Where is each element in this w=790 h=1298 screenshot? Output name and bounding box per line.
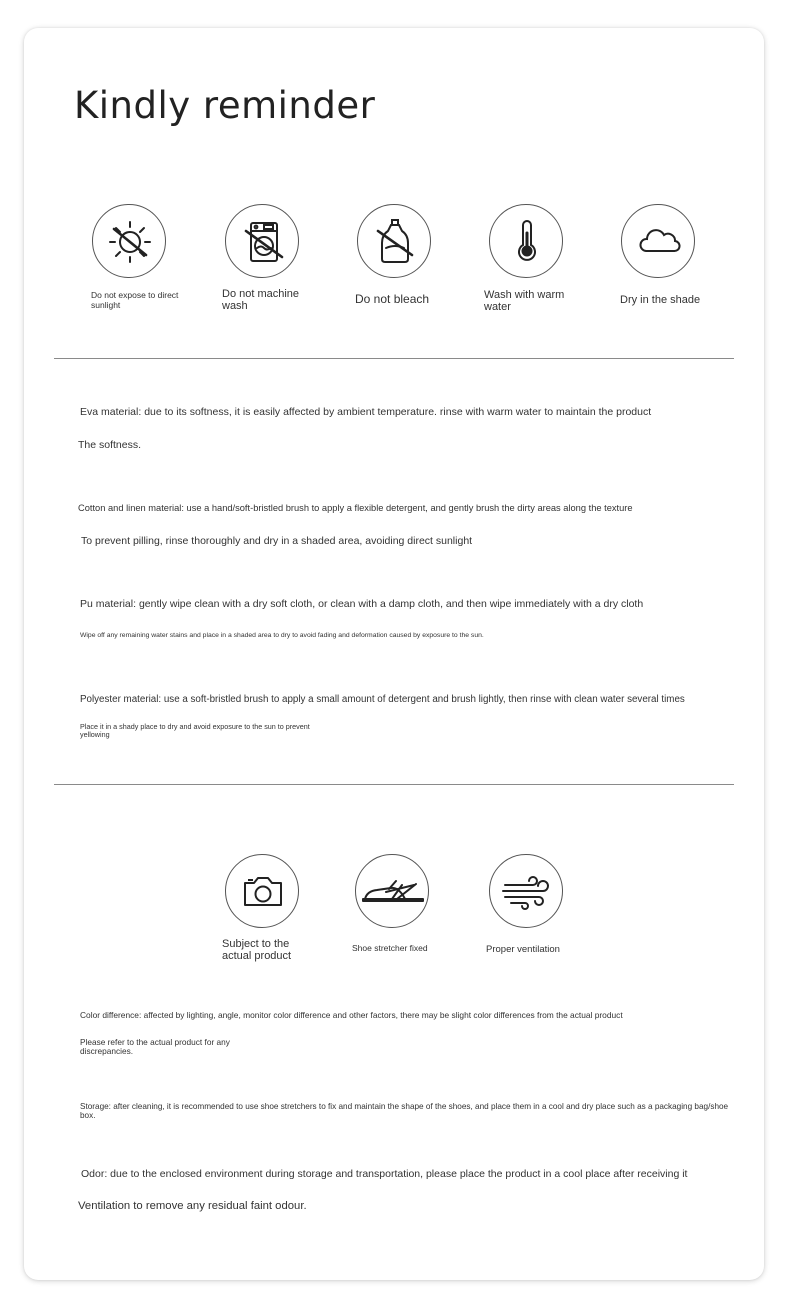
- notice-label-stretcher: Shoe stretcher fixed: [352, 943, 428, 953]
- pu-text-2: Wipe off any remaining water stains and place in a shaded area to dry to avoid fading and deformation caused by exposure to the sun.: [80, 632, 484, 639]
- no-sunlight-icon: [92, 204, 166, 278]
- divider: [54, 358, 734, 359]
- cotton-text-1: Cotton and linen material: use a hand/soft-bristled brush to apply a flexible detergent, and gently brush the dirty areas along the texture: [78, 503, 633, 513]
- care-label-warm-water: Wash with warm water: [484, 289, 565, 314]
- eva-text-2: The softness.: [78, 439, 142, 451]
- odor-text-1: Odor: due to the enclosed environment during storage and transportation, please place the product in a cool place after receiving it: [81, 1168, 688, 1180]
- care-label-sunlight: Do not expose to direct sunlight: [91, 290, 179, 310]
- page-title: Kindly reminder: [74, 84, 376, 127]
- cloud-icon: [621, 204, 695, 278]
- notice-label-ventilation: Proper ventilation: [486, 944, 560, 955]
- shoe-stretcher-icon: [355, 854, 429, 928]
- polyester-text-2: Place it in a shady place to dry and avoid exposure to the sun to prevent yellowing: [80, 722, 310, 739]
- storage-text: Storage: after cleaning, it is recommended to use shoe stretchers to fix and maintain the shape of the shoes, and place them in a cool and dry place such as a packaging bag/shoe box.: [80, 1102, 729, 1121]
- notice-label-actual-product: Subject to the actual product: [222, 938, 292, 963]
- no-bleach-icon: [357, 204, 431, 278]
- care-label-shade: Dry in the shade: [620, 294, 701, 306]
- cotton-text-2: To prevent pilling, rinse thoroughly and dry in a shaded area, avoiding direct sunlight: [81, 535, 473, 547]
- care-label-machine-wash: Do not machine wash: [222, 288, 300, 313]
- no-machine-wash-icon: [225, 204, 299, 278]
- eva-text-1: Eva material: due to its softness, it is easily affected by ambient temperature. rinse with warm water to maintain the product: [80, 406, 652, 418]
- divider: [54, 784, 734, 785]
- care-label-bleach: Do not bleach: [355, 292, 430, 306]
- polyester-text-1: Polyester material: use a soft-bristled brush to apply a small amount of detergent and brush lightly, then rinse with clean water several times: [80, 694, 685, 705]
- camera-icon: [225, 854, 299, 928]
- wind-icon: [489, 854, 563, 928]
- odor-text-2: Ventilation to remove any residual faint odour.: [78, 1200, 307, 1212]
- color-text-2: Please refer to the actual product for any discrepancies.: [80, 1037, 230, 1057]
- thermometer-icon: [489, 204, 563, 278]
- pu-text-1: Pu material: gently wipe clean with a dry soft cloth, or clean with a damp cloth, and then wipe immediately with a dry cloth: [80, 598, 644, 610]
- color-text-1: Color difference: affected by lighting, angle, monitor color difference and other factors, there may be slight color differences from the actual product: [80, 1010, 623, 1020]
